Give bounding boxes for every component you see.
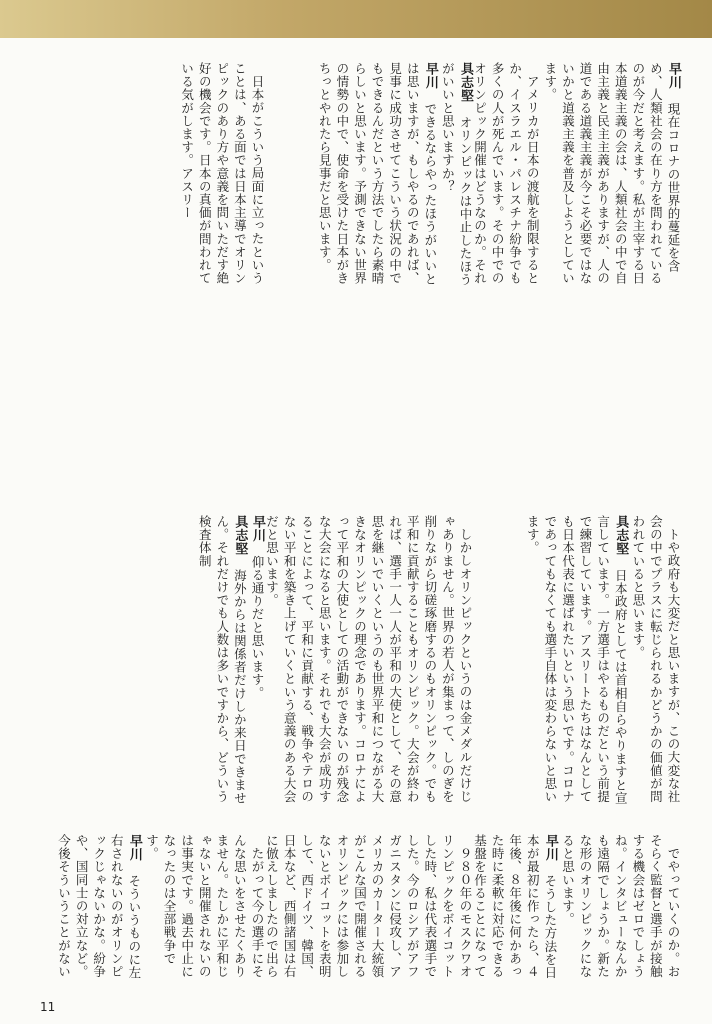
speaker-name: 早川 xyxy=(542,834,558,862)
paragraph xyxy=(472,62,541,292)
text-column xyxy=(472,515,682,805)
text-column xyxy=(472,834,682,989)
page-number: 11 xyxy=(40,1000,56,1014)
paragraph-text: アメリカが日本の渡航を制限するとか、イスラエル・パレスチナ紛争でも多くの人が死んでいます。その中でのオリンピック開催はどうなのか。それ xyxy=(472,62,541,285)
paragraph-text: 現在コロナの世界的蔓延を含め、人類社会の在り方を問われているのが今だと考えます。私が主宰する日本道義主義の会は、人類社会の中で自由主義と民主主義がありますが、人の道である道義主義が今こそ必要ではないかと道義主義を普及しようとしています。 xyxy=(542,62,681,285)
speaker-name: 具志堅 xyxy=(458,62,473,103)
paragraph-text: オリンピックは中止したほうがいいと思いますか？ xyxy=(440,62,473,287)
paragraph xyxy=(472,834,559,989)
speaker-name: 早川 xyxy=(250,515,265,543)
text-column xyxy=(264,515,474,805)
paragraph xyxy=(629,515,682,805)
paragraph-text: ９８０年のモスクワオリンピックをボイコットした時、私は代表選手でした。今のロシアがアフガニスタンに侵攻し、アメリカのカーター大統領がこんな国で開催されるオリンピックには参加しないとボイコットを表明して、西ドイツ、韓国、日本など、西側諸国は右に倣えしましたので出ら xyxy=(264,834,473,979)
tier-1 xyxy=(56,62,682,292)
paragraph-text: しかしオリンピックというのは金メダルだけじゃありません。世界の若人が集まって、しのぎを削りながら切磋琢磨するのもオリンピック。でも平和に貢献することもオリンピック。大会が終われば、選手一人一人が平和の大使として、その意思を継いでいくというのも世界平和につながる大きなオリンピックの理念であります。コロナによって平和の大使としての活動ができないのが残念な大会になると思います。それでも大会が成功することによって、平和に貢献する、戦争やテロのない平和を築き上げていくという意義のある大会だと思います。 xyxy=(264,515,473,804)
paragraph-text: トや政府も大変だと思いますが、この大変な社会の中でプラスに転じられるかどうかの価値が問われていると思います。 xyxy=(630,515,681,804)
paragraph xyxy=(248,515,266,805)
paragraph xyxy=(178,62,266,292)
paragraph-text: できるならやったほうがいいとは思いますが、もしやるのであれば、見事に成功させてこういう状況の中でもできるんだという方法でしたら素晴らしいと思います。予測できない世界の情勢の中で、使命を受けた日本がきちっとやれたら見事だと思います。 xyxy=(317,62,438,286)
speaker-name: 具志堅 xyxy=(232,515,248,556)
paragraph xyxy=(439,62,474,292)
paragraph xyxy=(196,515,249,805)
tier-3 xyxy=(56,834,682,989)
paragraph-text: でやっていくのか。おそらく監督と選手が接触する機会はゼロでしょうね。インタビューなんかも遠隔でしょうか。新たな形のオリンピックになると思います。 xyxy=(560,834,681,979)
text-column xyxy=(264,62,474,292)
speaker-name: 早川 xyxy=(126,834,142,862)
speaker-name: 具志堅 xyxy=(613,515,629,556)
speaker-name: 早川 xyxy=(422,62,438,90)
text-column xyxy=(56,515,266,805)
text-column xyxy=(56,834,266,989)
paragraph-text: そうした方法を日本が最初に作ったら、４年後、８年後に何かあった時に柔軟に対応できる基盤を作ることになって xyxy=(472,834,558,980)
paragraph-text: 日本政府としては首相自らやりますと宣言しています。一方選手はやるものだという前提で練習しています。アスリートたちはなんとしても日本代表に選ばれたいという思いです。コロナであってもなくても選手自体は変わらないと思います。 xyxy=(525,515,629,805)
paragraph xyxy=(56,834,143,989)
paragraph-text: 海外からは関係者だけしか来日できません。それだけでも人数は多いですから、どういう検査体制 xyxy=(197,515,248,805)
paragraph xyxy=(264,515,474,805)
paragraph xyxy=(316,62,439,292)
paragraph-text: 仰る通りだと思います。 xyxy=(250,555,265,700)
tier-2 xyxy=(56,515,682,805)
paragraph xyxy=(143,834,266,989)
text-column xyxy=(264,834,474,989)
text-column xyxy=(56,62,266,292)
paragraph-text: たがって今の選手にそんな思いをさせたくありません。たしかに平和じゃないと開催されないのは事実です。過去中止になったのは全部戦争です。 xyxy=(144,834,265,979)
header-band xyxy=(0,0,712,38)
speaker-name: 早川 xyxy=(666,62,681,90)
paragraph-text: 日本がこういう局面に立ったということは、ある面では日本主導でオリンピックのあり方や意義を問いただす絶好の機会です。日本の真価が問われている気がします。アスリー xyxy=(179,62,265,285)
paragraph xyxy=(524,515,630,805)
paragraph xyxy=(264,834,474,989)
text-column xyxy=(472,62,682,292)
paragraph xyxy=(541,62,682,292)
paragraph-text: そういうものに左右されないのがオリンピックじゃないかな。紛争や、国同士の対立など。今後そういうことがない xyxy=(56,834,142,980)
paragraph xyxy=(559,834,682,989)
